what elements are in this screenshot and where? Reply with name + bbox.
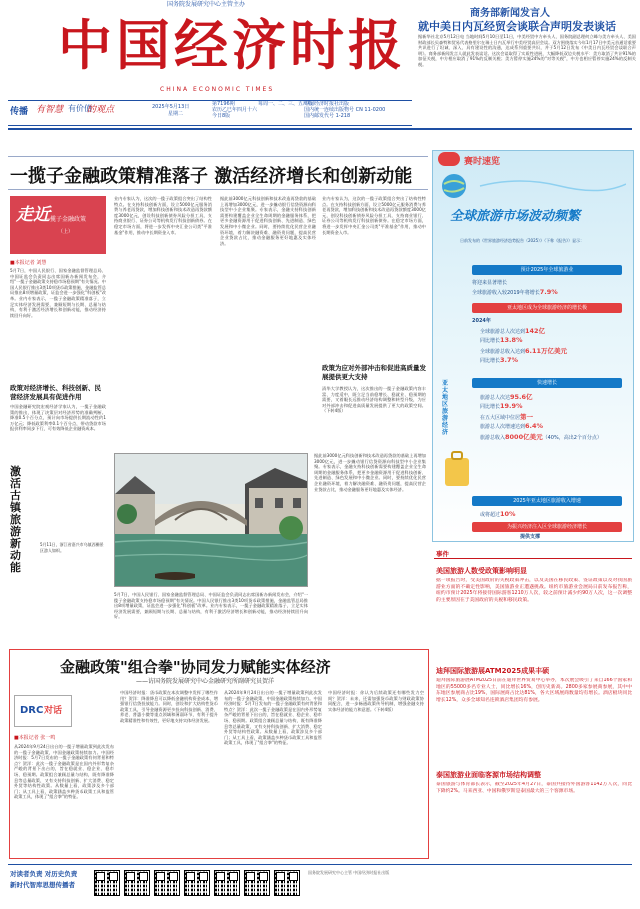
panel-apac-4 [480,422,543,430]
panel-stat-3 [480,346,567,355]
panel-apac-1-value: 95.6亿 [510,393,533,401]
issue-number: 第7196期 [212,101,235,107]
lead-byline: ■本报记者 刘慧 [10,260,47,266]
panel-strip-4: 2025年亚太地区旅游收入增速 [472,496,622,506]
feature-text-col-2: 中国经济时报：货币政策在本次调整中发挥了哪些作用？贺洋：降准降息可以降低金融机构资金成本，增强银行信贷投放能力。同时，创设和扩大结构性货币政策工具，引导金融资源更多投向科技创新、消费、养老、普惠小微等重点领域和薄弱环节，有利于提升政策精准性和有效性，更好地支持实体经济发展。 [120,690,218,723]
top-right-body: 据新华社北京5月12日电 当地时间5月10日至11日，中美经贸中方牵头人、国务院副总理何立峰与美方牵头人、美国财政部长贝森特和贸易代表格里尔在瑞士日内瓦举行中美经贸高层会谈。双方围绕落实今年1月17日中美元首通话重要共识进行了坦诚、深入、具有建设性的沟通，达成系列重要共识，并于5月12日发布《中美日内瓦经贸会谈联合声明》。商务部新闻发言人就此发表谈话。这次会谈取得了实质性进展，大幅降低双边关税水平：美方取消了共计91%的加征关税，中方相应取消了91%的反制关税；美方暂停实施24%的"对等关税"，中方也相应暂停实施24%的反制关税。 [418,34,636,67]
panel-apac-2 [480,402,523,410]
events-section-tag: 事件 [436,550,449,558]
top-right-headline[interactable]: 就中美日内瓦经贸会谈联合声明发表谈话 [418,20,616,33]
panel-strip-1: 预计2025年全球旅游业 [472,265,622,275]
panel-line-1: 将迎来显著增长 [472,280,508,286]
feature-byline: ■本报记者 张一鸣 [14,735,56,741]
panel-forecast-text: 或将超过 [480,512,501,518]
panel-line-2 [472,288,558,296]
event-body-3: 泰国旅游与体育部长表示，截至2025年4月27日，泰国共接待外国游客1142万人次，同比下降约2%。马来西亚、中国和俄罗斯是泰国最大的三个客源市场。 [436,782,632,794]
qr-code-icon[interactable] [274,870,300,896]
panel-apac-3-value: 第一 [520,413,534,421]
panel-vertical-label: 亚太地区旅游经济 [442,380,449,436]
globe-icon [440,172,626,200]
slogan-part-c: 有价值 [68,104,92,113]
lead-text-col-1: 5月7日，中国人民银行、国家金融监督管理总局、中国证监会负责同志出席国新办新闻发布会，介绍"一揽子金融政策支持稳市场稳预期"有关情况。中国人民银行推出3类10项货币政策措施，金融监管总局推出8项增量政策，证监会进一步强化"科创板"改革。业内专家表示，一揽子金融政策精准落子，立足实体经济发展需要，兼顾短期与长期、总量与结构，有利于激活经济增长和创新动能，推动经济持续回升向好。 [10,268,106,318]
panel-stat-4-value: 3.7% [500,356,519,364]
newspaper-logo-english: CHINA ECONOMIC TIMES [160,86,275,93]
panel-apac-3 [480,412,533,421]
panel-apac-4-text: 旅游总人次增速达到 [480,424,526,430]
column-badge-name: 走近 [16,205,50,225]
panel-forecast [480,510,516,518]
panel-stat-4-text: 同比增长 [480,358,501,364]
column-badge-part: （上） [58,229,74,235]
panel-stat-1 [480,326,545,335]
panel-year: 2024年 [472,318,491,324]
panel-line-2-text: 全球旅游收入较2019年将增长 [472,290,540,296]
publish-days: 每周一、二、三、五出版 [258,101,314,107]
footer-imprint: 国务院发展研究中心主管 中国经济时报社出版 [308,870,390,875]
top-right-kicker: 商务部新闻发言人 [470,8,550,19]
globe-banner [440,172,626,200]
vertical-headline[interactable]: 激活古镇旅游新动能 [10,465,21,574]
issue-weekday: 星期二 [168,111,184,117]
panel-stat-1-text: 全球旅游总人次达到 [480,329,526,335]
feature-text-col-1: 从2024年9月24日出台的一揽子增量政策到此次发布的一揽子金融政策，中国金融政策持续加力。中国经济时报：5月7日发布的一揽子金融政策有何背景和特点？贺洋：此次一揽子金融政策是在国内外形势复杂严峻的背景下出台的，旨在稳就业、稳企业、稳市场、稳预期。政策组合兼顾总量与结构，既有降准降息等总量政策，又有支持科技创新、扩大消费、稳定外贸等结构性政策。从数量上看，政策涉及多个部门；从工具上看，政策涵盖多种货币政策工具和监管政策工具，体现了"组合拳"的特征。 [14,744,114,800]
panel-apac-1-text: 旅游总人次达 [480,395,511,401]
photo-caption: 5月11日，浙江省嘉兴市乌镇西栅景区游人如织。 [40,542,104,553]
qr-code-icon[interactable] [214,870,240,896]
panel-apac-4-value: 6.4% [525,422,544,430]
qr-code-icon[interactable] [154,870,180,896]
lead-top-rule [8,156,428,157]
events-rule [434,558,632,559]
event-headline-2[interactable]: 迪拜国际旅游展ATM2025成果丰硕 [436,667,550,675]
lead-headline[interactable]: 一揽子金融政策精准落子 激活经济增长和创新动能 [10,166,413,187]
panel-apac-5 [480,432,602,441]
event-headline-1[interactable]: 美国旅游人数受政策影响明显 [436,567,527,575]
hcb-logo-icon [438,152,460,166]
lead-bottom-rule [8,189,428,190]
panel-line-2-value: 7.9% [539,288,558,296]
panel-stat-3-value: 6.11万亿美元 [525,347,568,355]
event-body-1: 据一项报告时，受美国政府的关税政策冲击，以及美国在移民政策、签证政策以及对我国旅游业方面的不确定性影响，美国旅游业正遭遇挑战。纽约市旅游业会展局日前发布报告称，纽约市预计2025年将接待国际游客1210万人次，较之前预计减少约90万人次，这一次调整的主要原因在于美国政府的关税和移民政策。 [436,578,632,603]
drc-badge-label: DRC [20,705,44,716]
footer-rule [8,864,632,865]
lead-text-col-5: 据此前3000亿元科技创新和技术改造再贷款的基础上再增加3000亿元，进一步撬动银行信贷资源向科技型中小企业集聚。专家表示，金融支持科技创新需要构建覆盖企业全生命周期的金融服务体系，把更多金融资源用于促进科技创新、先进制造、绿色发展和中小微企业。同时，要持续优化民营企业融资环境，着力解决融资难、融资贵问题，提高民营企业贷款占比，推动金融服务更好地惠及实体经济。 [314,453,426,492]
lead-text-col-4: 业内专家认为，这次的一揽子政策组合突出了结构性特点。在支持科技创新方面，设立5000亿元服务消费与养老再贷款，增加科技创新和技术改造再贷款额度3000亿元，创设科技创新债券风险分担工具，支持商业银行、证券公司等机构发行科技创新债券。在稳定市场方面，将进一步发挥中央汇金公司类"平准基金"作用，推动中长期资金入市。 [322,196,426,235]
panel-apac-5-note: （40%，高出2个百分点） [542,435,602,441]
qr-code-icon[interactable] [124,870,150,896]
water-town-photo [114,453,308,587]
lead-subtext-2: 清华大学教授认为，这次推出的一揽子金融政策内容丰富、力度适中，既立足当前稳增长、稳就业、稳预期的需要，又着眼长远推动经济结构调整和转型升级，为应对外部冲击和促进高质量发展提供了更大的政策空间。（下转4版） [322,386,426,414]
feature-text-col-3: 从2024年9月24日出台的一揽子增量政策到此次发布的一揽子金融政策，中国金融政策持续加力。中国经济时报：5月7日发布的一揽子金融政策有何背景和特点？贺洋：此次一揽子金融政策是在国内外形势复杂严峻的背景下出台的，旨在稳就业、稳企业、稳市场、稳预期。政策组合兼顾总量与结构，既有降准降息等总量政策，又有支持科技创新、扩大消费、稳定外贸等结构性政策。从数量上看，政策涉及多个部门；从工具上看，政策涵盖多种货币政策工具和监管政策工具，体现了"组合拳"的特征。 [224,690,322,746]
drc-badge-dialogue: 对话 [44,706,63,716]
footer-slogan-b: 新时代智库思想传播者 [10,881,75,889]
panel-apac-5-text: 旅游总收入 [480,435,506,441]
panel-apac-5-value: 8000亿美元 [505,433,543,441]
feature-subtitle: ——访国务院发展研究中心金融研究所副研究员贺洋 [136,678,275,685]
masthead-divider [8,128,632,130]
panel-strip-6: 提供支撑 [520,534,541,540]
water-town-illustration [115,454,308,587]
lead-text-col-2: 业内专家认为，这次的一揽子政策组合突出了结构性特点。在支持科技创新方面，设立5000亿元服务消费与养老再贷款，增加科技创新和技术改造再贷款额度3000亿元，创设科技创新债券风险分担工具，支持商业银行、证券公司等机构发行科技创新债券。在稳定市场方面，将进一步发挥中央汇金公司类"平准基金"作用，推动中长期资金入市。 [114,196,212,235]
feature-text-col-4: 中国经济时报：你认为后续政策还有哪些发力空间？贺洋：未来，还需加强货币政策与财政政策协同配合，进一步畅通政策传导机制，增强金融支持实体经济的能力和意愿。（下转4版） [328,690,424,712]
panel-brand: 赛时速览 [464,157,501,167]
edition-count: 今日8版 [212,113,231,119]
event-headline-3[interactable]: 泰国旅游业面临客源市场结构调整 [436,771,541,779]
lead-subhead-2: 政策为应对外部冲击和促进高质量发展提供更大支持 [322,364,426,381]
qr-code-icon[interactable] [184,870,210,896]
panel-title: 全球旅游市场波动频繁 [450,209,581,224]
lead-text-col-3: 据此前3000亿元科技创新和技术改造再贷款的基础上再增加3000亿元，进一步撬动银行信贷资源向科技型中小企业集聚。专家表示，金融支持科技创新需要构建覆盖企业全生命周期的金融服务体系，把更多金融资源用于促进科技创新、先进制造、绿色发展和中小微企业。同时，要持续优化民营企业融资环境，着力解决融资难、融资贵问题，提高民营企业贷款占比，推动金融服务更好地惠及实体经济。 [220,196,316,246]
panel-strip-3: 快速增长 [472,378,622,388]
slogan-part-d: 的观点 [87,105,115,115]
panel-stat-2 [480,336,523,344]
footer-slogan-a: 对读者负责 对历史负责 [10,870,78,878]
suitcase-icon [442,448,472,488]
qr-code-icon[interactable] [94,870,120,896]
panel-source: 日前发布的《世界旅游经济趋势报告（2025）》（下称《报告》）显示： [460,238,585,243]
cn-number: 国内统一连续出版物号 CN 11-0200 [304,107,386,113]
panel-stat-1-value: 142亿 [525,327,546,335]
panel-stat-3-text: 全球旅游总收入达到 [480,349,526,355]
panel-strip-5: 为振兴经济注入区全球旅游经济增长 [472,522,622,532]
qr-code-icon[interactable] [244,870,270,896]
panel-forecast-value: 10% [500,510,516,518]
lead-text-under-photo: 5月7日，中国人民银行、国家金融监督管理总局、中国证监会负责同志出席国新办新闻发布会，介绍"一揽子金融政策支持稳市场稳预期"有关情况。中国人民银行推出3类10项货币政策措施，金融监管总局推出8项增量政策，证监会进一步强化"科创板"改革。业内专家表示，一揽子金融政策精准落子，立足实体经济发展需要，兼顾短期与长期、总量与结构，有利于激活经济增长和创新动能，推动经济持续回升向好。 [114,592,308,620]
lead-subtext-1: 中国金融研究院宏观经济学家认为，一揽子金融政策的推出，体现了决策层对经济形势的准确判断。降准0.5个百分点，预计向市场提供长期流动性约1万亿元；降低政策利率0.1个百分点，带动贷款市场报价利率同步下行，可有效降低企业融资成本。 [10,404,106,432]
postal-code: 国内邮发代号 1-218 [304,113,351,119]
newspaper-logo: 中国经济时报 [58,13,406,77]
panel-stat-2-value: 13.8% [500,336,523,344]
panel-apac-1 [480,392,533,401]
lead-subhead-1: 政策对经济增长、科技创新、民营经济发展具有促进作用 [10,384,101,401]
masthead-top-line: 国务院发展研究中心主管主办 [166,1,245,8]
lunar-date: 农历乙巳年四月十六 [212,107,258,113]
panel-apac-2-value: 19.9% [500,402,523,410]
column-badge-subtitle: 一揽子金融政策 [44,216,87,223]
panel-stat-4 [480,356,518,364]
slogan-part-a: 传播 [10,107,29,117]
panel-apac-2-text: 同比增长 [480,404,501,410]
panel-apac-3-text: 在五大区域中位居 [480,415,521,421]
publisher: 中国经济时报社出版 [304,101,350,107]
event-body-2: 迪拜国际旅游展ATM2025日前在迪拜世界贸易中心举办，本次展会吸引了来自166个国家和地区的55000多名专业人士，同比增长16%，创历史新高。2800多家参展商参展，其中中东地区参展商占比19%，国际展商占比达81%，各大区域展商数量均有增长。酒店板块同比增长12%，众多全球知名连锁酒店集团均有参展。 [436,678,632,703]
feature-headline[interactable]: 金融政策"组合拳"协同发力赋能实体经济 [60,658,331,676]
panel-strip-2: 亚太地区成为全球旅游经济的增长极 [472,303,622,313]
panel-stat-2-text: 同比增长 [480,338,501,344]
slogan-part-b: 有智慧 [36,105,64,115]
issue-date: 2025年5月13日 [152,104,190,110]
